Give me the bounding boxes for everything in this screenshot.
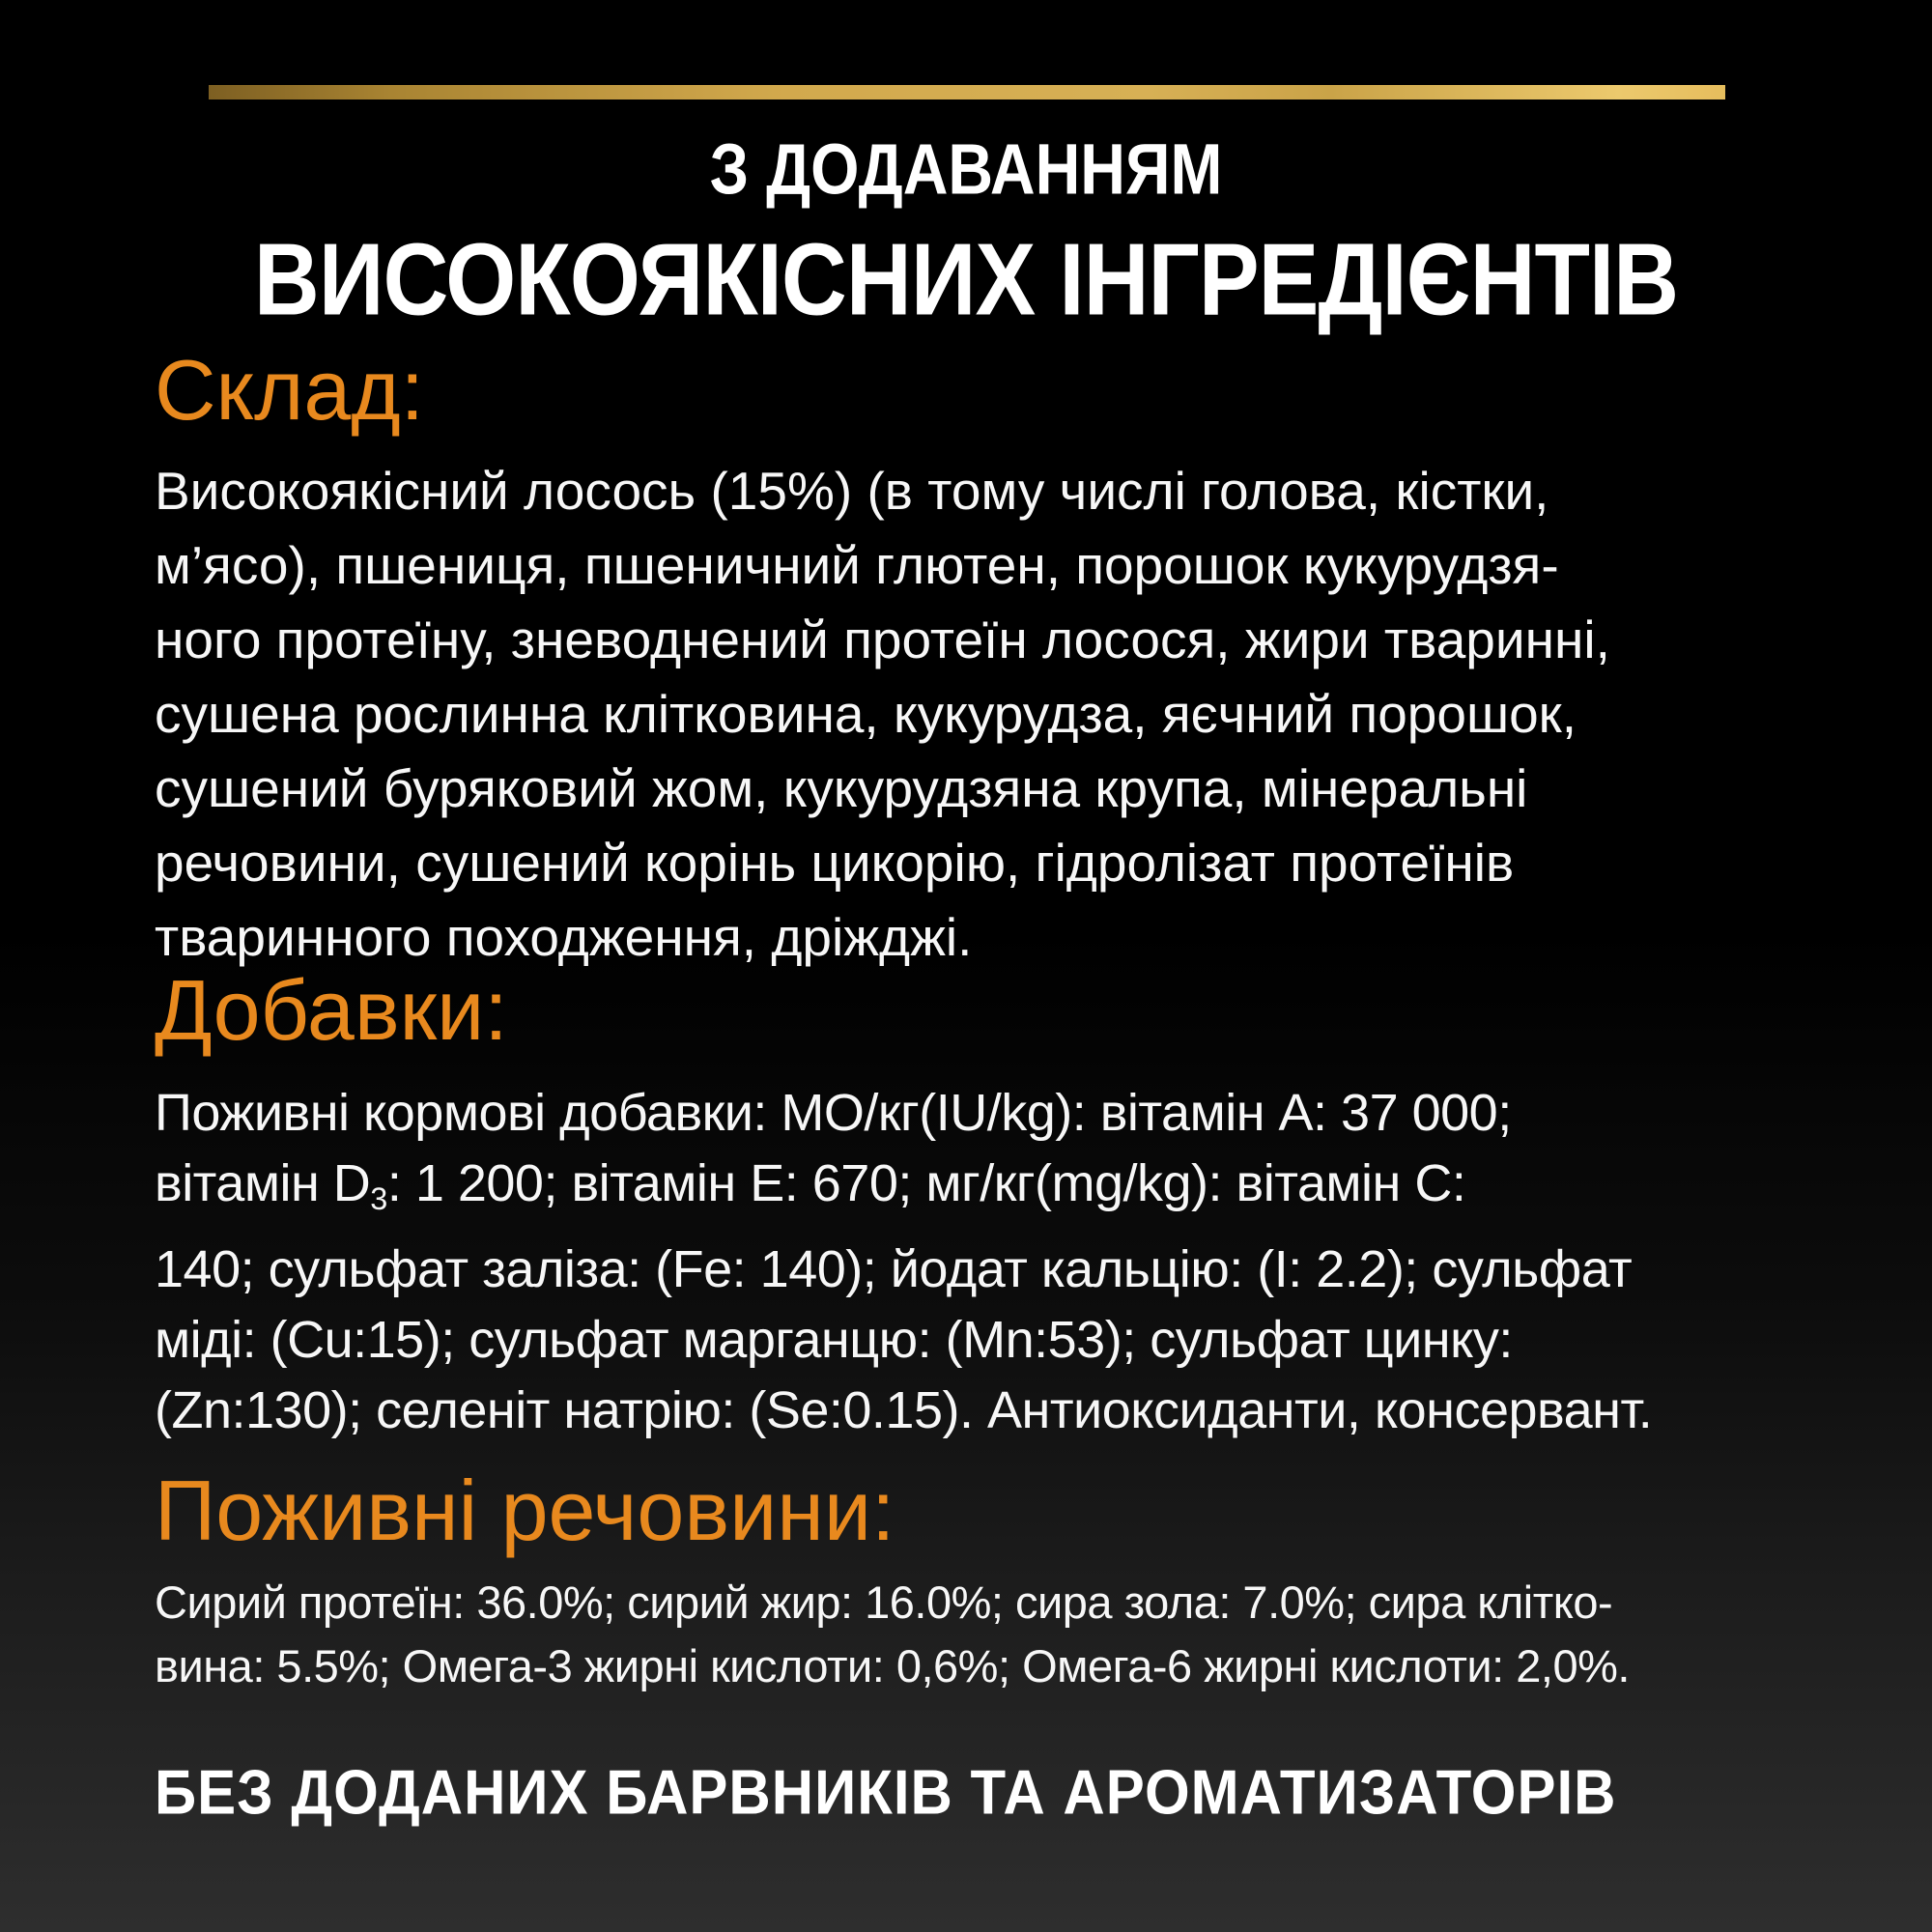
additives-section: [155, 962, 1787, 1446]
additives-line: Поживні кормові добавки: МО/кг(IU/kg): вітамін А: 37 000;: [155, 1084, 1512, 1142]
composition-text: [155, 454, 1787, 975]
vitamin-d3-subscript: 3: [370, 1181, 387, 1217]
additives-line: 140; сульфат заліза: (Fe: 140); йодат кальцію: (I: 2.2); сульфат: [155, 1240, 1633, 1299]
additives-text: [155, 1078, 1787, 1446]
composition-line: Високоякісний лосось (15%) (в тому числі голова, кістки,: [155, 461, 1549, 521]
composition-line: сушена рослинна клітковина, кукурудза, яєчний порошок,: [155, 684, 1577, 744]
nutrients-line: Сирий протеїн: 36.0%; сирий жир: 16.0%; сира зола: 7.0%; сира клітко-: [155, 1577, 1613, 1628]
nutrients-text: [155, 1571, 1787, 1698]
additives-line2-pre: вітамін D: [155, 1154, 371, 1212]
nutrients-section: [155, 1463, 1787, 1698]
nutrients-line: вина: 5.5%; Омега-3 жирні кислоти: 0,6%; Омега-6 жирні кислоти: 2,0%.: [155, 1640, 1630, 1691]
additives-line: (Zn:130); селеніт натрію: (Se:0.15). Антиоксиданти, консервант.: [155, 1381, 1653, 1440]
composition-section: [155, 342, 1787, 975]
composition-line: речовини, сушений корінь цикорію, гідролізат протеїнів: [155, 833, 1515, 893]
header-line-1: З ДОДАВАННЯМ: [709, 128, 1223, 209]
additives-line: міді: (Cu:15); сульфат марганцю: (Mn:53); сульфат цинку:: [155, 1311, 1513, 1370]
no-additives-claim: БЕЗ ДОДАНИХ БАРВНИКІВ ТА АРОМАТИЗАТОРІВ: [155, 1757, 1617, 1828]
composition-heading: Склад:: [155, 342, 425, 438]
label-header: [0, 128, 1932, 337]
composition-line: ного протеїну, зневоднений протеїн лосося, жири тваринні,: [155, 610, 1610, 669]
composition-line: м’ясо), пшениця, пшеничний глютен, порошок кукурудзя-: [155, 535, 1559, 595]
nutrients-heading: Поживні речовини:: [155, 1463, 895, 1558]
additives-line2-post: : 1 200; вітамін Е: 670; мг/кг(mg/kg): вітамін С:: [386, 1154, 1466, 1212]
additives-heading: Добавки:: [155, 962, 508, 1058]
gold-divider-bar: [209, 85, 1725, 99]
additives-line: [155, 1149, 1787, 1235]
header-line-2: ВИСОКОЯКІСНИХ ІНГРЕДІЄНТІВ: [253, 223, 1679, 337]
composition-line: тваринного походження, дріжджі.: [155, 907, 973, 967]
composition-line: сушений буряковий жом, кукурудзяна крупа, мінеральні: [155, 758, 1528, 818]
